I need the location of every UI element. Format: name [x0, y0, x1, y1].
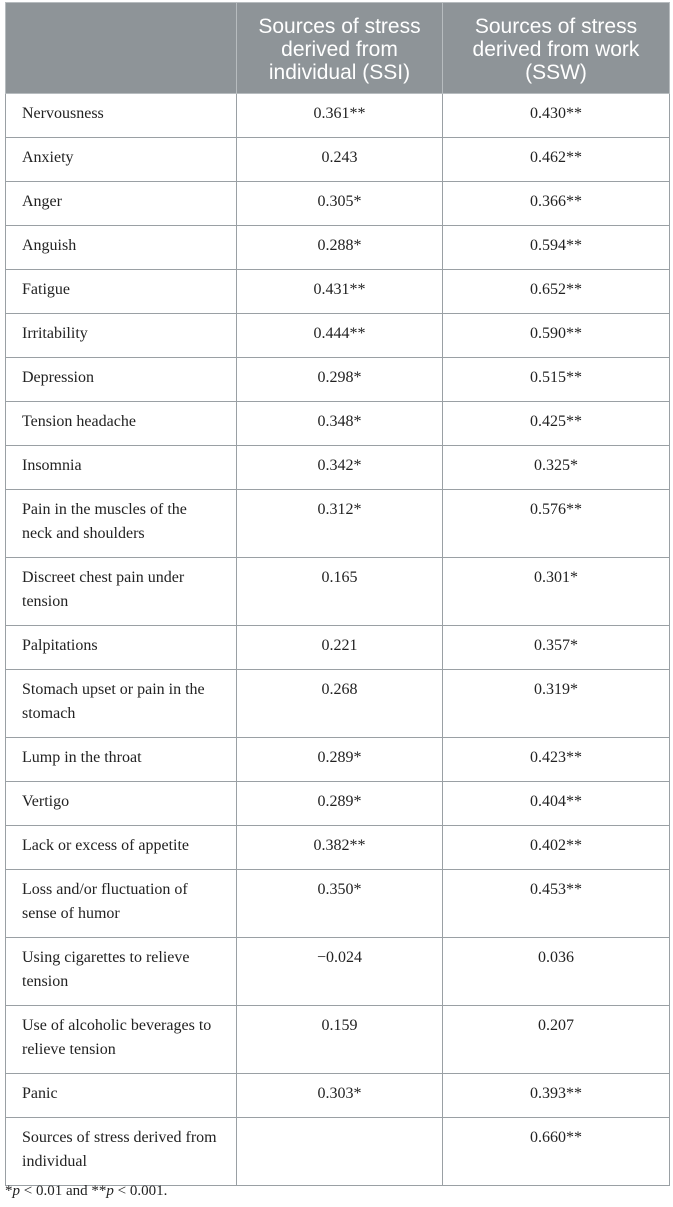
table-row	[6, 870, 670, 938]
table-row	[6, 270, 670, 314]
table-row	[6, 182, 670, 226]
row-label: Anger	[6, 182, 237, 226]
row-label: Depression	[6, 358, 237, 402]
row-label: Palpitations	[6, 626, 237, 670]
ssw-value: 0.462**	[443, 138, 670, 182]
ssw-value: 0.423**	[443, 738, 670, 782]
table-row	[6, 938, 670, 1006]
table-row	[6, 738, 670, 782]
footnote-star2: **	[91, 1183, 107, 1199]
ssw-value: 0.393**	[443, 1074, 670, 1118]
correlation-table	[5, 2, 670, 1186]
ssw-value: 0.576**	[443, 490, 670, 558]
header-empty-cell	[6, 3, 237, 94]
footnote-text1: < 0.01 and	[20, 1183, 92, 1199]
row-label: Pain in the muscles of the neck and shoulders	[6, 490, 237, 558]
table-footnote	[5, 1183, 167, 1200]
header-ssw: Sources of stress derived from work (SSW)	[443, 3, 670, 94]
table-row	[6, 626, 670, 670]
ssw-value: 0.319*	[443, 670, 670, 738]
ssi-value: 0.159	[237, 1006, 443, 1074]
ssw-value: 0.404**	[443, 782, 670, 826]
ssw-value: 0.357*	[443, 626, 670, 670]
row-label: Loss and/or fluctuation of sense of humor	[6, 870, 237, 938]
row-label: Lump in the throat	[6, 738, 237, 782]
table-row	[6, 226, 670, 270]
table-header-row	[6, 3, 670, 94]
table-body	[6, 94, 670, 1186]
ssi-value: 0.303*	[237, 1074, 443, 1118]
ssi-value: 0.342*	[237, 446, 443, 490]
ssi-value: 0.288*	[237, 226, 443, 270]
ssi-value: 0.444**	[237, 314, 443, 358]
table-row	[6, 402, 670, 446]
footnote-text2: < 0.001.	[113, 1183, 168, 1199]
ssw-value: 0.430**	[443, 94, 670, 138]
header-ssi: Sources of stress derived from individual (SSI)	[237, 3, 443, 94]
row-label: Use of alcoholic beverages to relieve tension	[6, 1006, 237, 1074]
table-row	[6, 1074, 670, 1118]
ssw-value: 0.425**	[443, 402, 670, 446]
table-row	[6, 826, 670, 870]
footnote-p1: p	[12, 1183, 20, 1199]
footnote-star1: *	[5, 1183, 13, 1199]
table-row	[6, 94, 670, 138]
correlation-table-container	[5, 2, 669, 1186]
row-label: Anxiety	[6, 138, 237, 182]
ssi-value: 0.312*	[237, 490, 443, 558]
row-label: Panic	[6, 1074, 237, 1118]
ssw-value: 0.652**	[443, 270, 670, 314]
row-label: Discreet chest pain under tension	[6, 558, 237, 626]
ssi-value: 0.348*	[237, 402, 443, 446]
ssw-value: 0.515**	[443, 358, 670, 402]
row-label: Irritability	[6, 314, 237, 358]
table-row	[6, 358, 670, 402]
ssi-value: 0.431**	[237, 270, 443, 314]
ssi-value: 0.305*	[237, 182, 443, 226]
table-row	[6, 490, 670, 558]
table-row	[6, 670, 670, 738]
row-label: Tension headache	[6, 402, 237, 446]
ssi-value: 0.361**	[237, 94, 443, 138]
table-row	[6, 1118, 670, 1186]
ssw-value: 0.325*	[443, 446, 670, 490]
row-label: Vertigo	[6, 782, 237, 826]
ssw-value: 0.366**	[443, 182, 670, 226]
ssw-value: 0.301*	[443, 558, 670, 626]
ssi-value: 0.382**	[237, 826, 443, 870]
ssi-value	[237, 1118, 443, 1186]
row-label: Stomach upset or pain in the stomach	[6, 670, 237, 738]
ssi-value: 0.243	[237, 138, 443, 182]
ssw-value: 0.402**	[443, 826, 670, 870]
table-row	[6, 558, 670, 626]
ssi-value: 0.298*	[237, 358, 443, 402]
row-label: Using cigarettes to relieve tension	[6, 938, 237, 1006]
table-row	[6, 782, 670, 826]
ssi-value: 0.165	[237, 558, 443, 626]
row-label: Sources of stress derived from individual	[6, 1118, 237, 1186]
ssi-value: 0.289*	[237, 738, 443, 782]
ssw-value: 0.036	[443, 938, 670, 1006]
ssi-value: 0.268	[237, 670, 443, 738]
ssw-value: 0.207	[443, 1006, 670, 1074]
row-label: Lack or excess of appetite	[6, 826, 237, 870]
ssw-value: 0.660**	[443, 1118, 670, 1186]
ssw-value: 0.590**	[443, 314, 670, 358]
ssw-value: 0.453**	[443, 870, 670, 938]
row-label: Nervousness	[6, 94, 237, 138]
ssi-value: −0.024	[237, 938, 443, 1006]
row-label: Insomnia	[6, 446, 237, 490]
row-label: Fatigue	[6, 270, 237, 314]
ssi-value: 0.350*	[237, 870, 443, 938]
ssi-value: 0.221	[237, 626, 443, 670]
row-label: Anguish	[6, 226, 237, 270]
ssw-value: 0.594**	[443, 226, 670, 270]
table-row	[6, 1006, 670, 1074]
footnote-p2: p	[106, 1183, 114, 1199]
ssi-value: 0.289*	[237, 782, 443, 826]
table-row	[6, 446, 670, 490]
table-row	[6, 314, 670, 358]
table-row	[6, 138, 670, 182]
